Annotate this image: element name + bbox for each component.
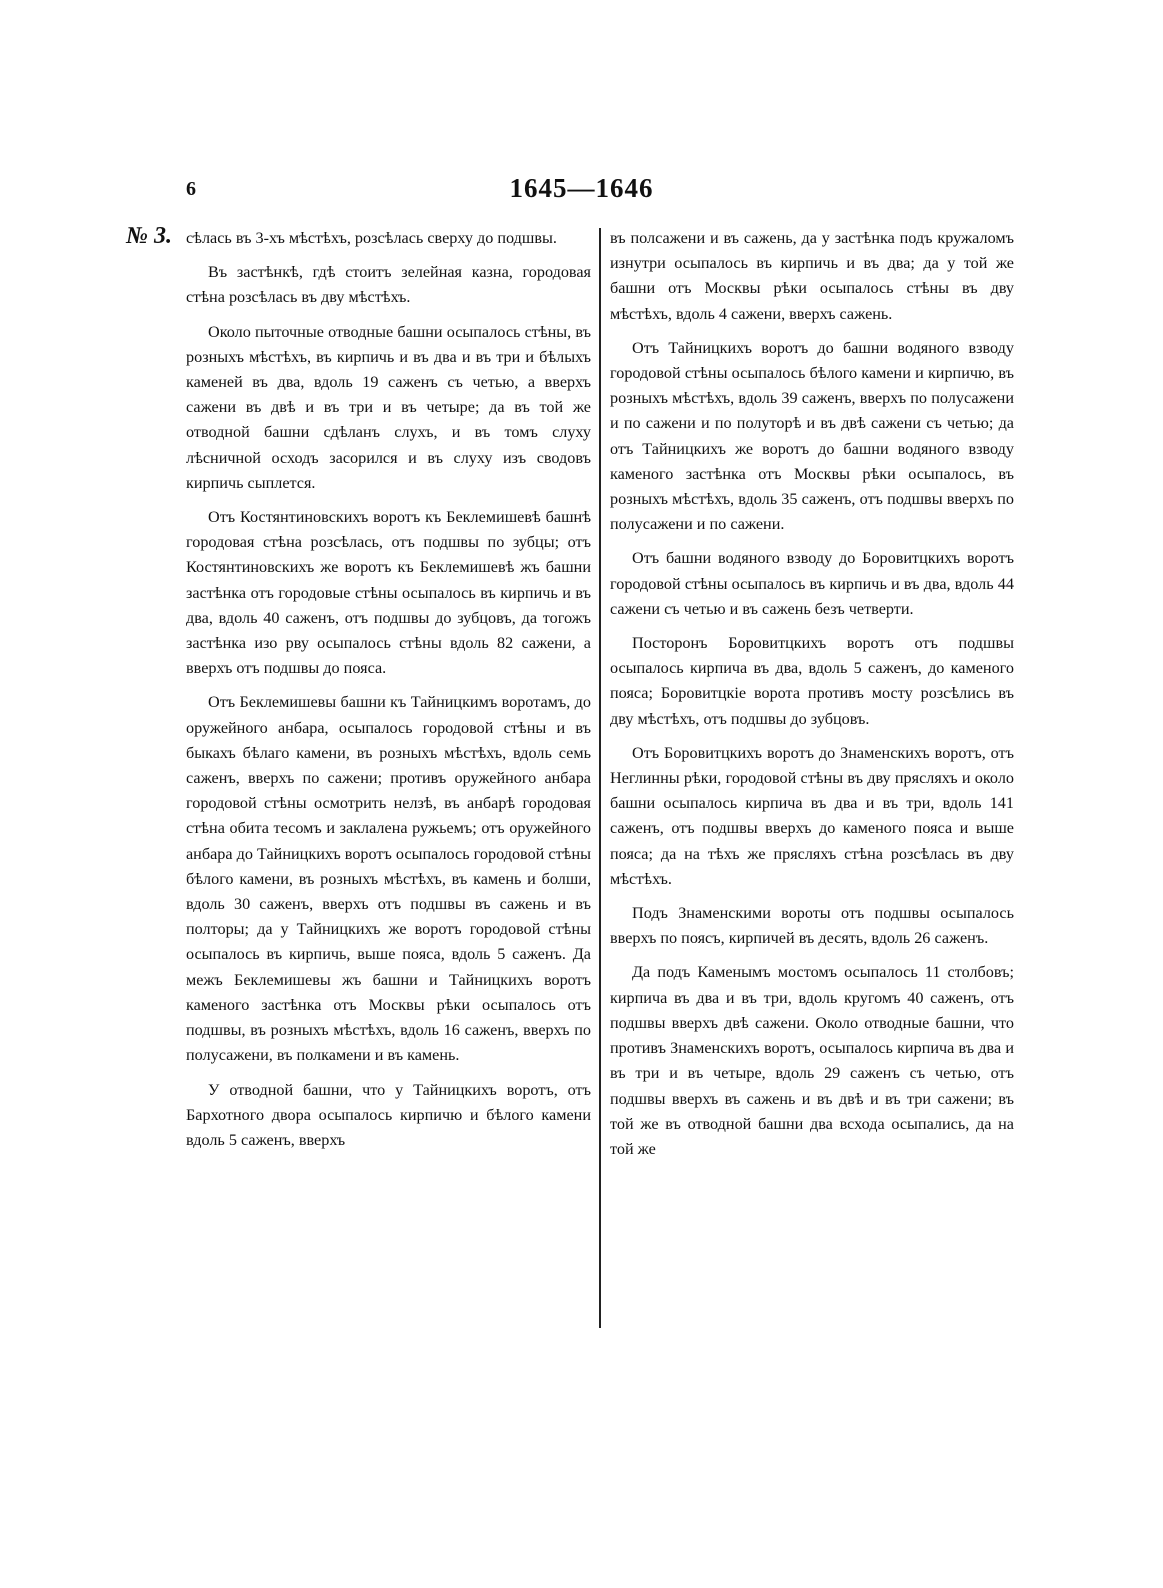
- right-paragraph-1: въ полсажени и въ сажень, да у застѣнка подъ кружаломъ изнутри осыпалось въ кирпичь и въ два; да у той же башни отъ Москвы рѣки осыпалось стѣны въ дву мѣстѣхъ, вдоль 4 сажени, вверхъ сажень.: [610, 229, 1014, 323]
- left-column: [186, 226, 591, 1162]
- left-paragraph-4: Отъ Костянтиновскихъ воротъ къ Беклемишевѣ башнѣ городовая стѣна розсѣлась, отъ подшвы по зубцы; отъ Костянтиновскихъ же воротъ къ Беклемишевѣ жъ башни застѣнка отъ городовые стѣны осыпалось въ кирпичь и въ два, вдоль 40 саженъ, отъ подшвы до зубцовъ, да тогожъ застѣнка изо рву осыпалось стѣны вдоль 82 сажени, а вверхъ отъ подшвы до пояса.: [186, 508, 591, 678]
- right-column: [610, 226, 1014, 1171]
- right-paragraph-5: Отъ Боровитцкихъ воротъ до Знаменскихъ воротъ, отъ Неглинны рѣки, городовой стѣны въ дву прясляхъ и около башни осыпалось кирпича въ два и въ три, вдоль 141 саженъ, отъ подшвы вверхъ до каменого пояса и выше пояса; да на тѣхъ же прясляхъ стѣна розсѣлась въ дву мѣстѣхъ.: [610, 743, 1014, 888]
- column-divider: [599, 228, 601, 1328]
- right-paragraph-2: Отъ Тайницкихъ воротъ до башни водяного взводу городовой стѣны осыпалось бѣлого камени и кирпичю, въ розныхъ мѣстѣхъ, вдоль 39 саженъ, вверхъ по полусажени и по сажени и по полуторѣ и въ двѣ сажени съ четью; да отъ Тайницкихъ же воротъ до башни водяного взводу каменого застѣнка отъ Москвы рѣки осыпалось, въ розныхъ мѣстѣхъ, вдоль 35 саженъ, отъ подшвы вверхъ по полусажени и по сажени.: [610, 338, 1014, 534]
- right-paragraph-3: Отъ башни водяного взводу до Боровитцкихъ воротъ городовой стѣны осыпалось въ кирпичь и въ два, вдоль 44 сажени съ четью и въ сажень безъ четверти.: [610, 549, 1014, 618]
- left-paragraph-1: сѣлась въ 3-хъ мѣстѣхъ, розсѣлась сверху до подшвы.: [186, 229, 557, 247]
- right-paragraph-4: Посторонъ Боровитцкихъ воротъ отъ подшвы осыпалось кирпича въ два, вдоль 5 саженъ, до каменого пояса; Боровитцкіе ворота противъ мосту розсѣлись въ дву мѣстѣхъ, отъ подшвы до зубцовъ.: [610, 634, 1014, 728]
- right-paragraph-6: Подъ Знаменскими вороты отъ подшвы осыпалось вверхъ по поясъ, кирпичей въ десять, вдоль 26 саженъ.: [610, 904, 1014, 948]
- page-number: 6: [186, 178, 196, 200]
- left-paragraph-6: У отводной башни, что у Тайницкихъ воротъ, отъ Бархотного двора осыпалось кирпичю и бѣлого камени вдоль 5 саженъ, вверхъ: [186, 1080, 591, 1149]
- left-paragraph-2: Въ застѣнкѣ, гдѣ стоитъ зелейная казна, городовая стѣна розсѣлась въ дву мѣстѣхъ.: [186, 263, 591, 307]
- document-number: № 3.: [126, 223, 172, 249]
- left-paragraph-5: Отъ Беклемишевы башни къ Тайницкимъ воротамъ, до оружейного анбара, осыпалось городовой стѣны и въ быкахъ бѣлаго камени, въ розныхъ мѣстѣхъ, вдоль семь саженъ, вверхъ по сажени; противъ оружейного анбара городовой стѣны осмотрить нелзѣ, въ анбарѣ городовая стѣна обита тесомъ и заклалена ружьемъ; отъ оружейного анбара до Тайницкихъ воротъ осыпалось городовой стѣны бѣлого камени, въ розныхъ мѣстѣхъ, въ камень и болши, вдоль 30 саженъ, вверхъ отъ подшвы въ сажень и въ полторы; да у Тайницкихъ же воротъ городовой стѣны осыпалось въ кирпичь, выше пояса, вдоль 5 саженъ. Да межъ Беклемишевы жъ башни и Тайницкихъ воротъ каменого застѣнка отъ Москвы рѣки осыпалось отъ подшвы, въ розныхъ мѣстѣхъ, вдоль 16 саженъ, вверхъ по полусажени, въ полкамени и въ камень.: [186, 693, 591, 1065]
- left-paragraph-3: Около пыточные отводные башни осыпалось стѣны, въ розныхъ мѣстѣхъ, въ кирпичь и въ два и въ три и бѣлыхъ каменей въ два, вдоль 19 саженъ съ четью, а вверхъ сажени въ двѣ и въ три и въ четыре; да въ той же отводной башни сдѣланъ слухъ, и въ томъ слуху лѣсничной осходъ засорился и въ слуху изъ сводовъ кирпичь сыплется.: [186, 322, 591, 492]
- right-paragraph-7: Да подъ Каменымъ мостомъ осыпалось 11 столбовъ; кирпича въ два и въ три, вдоль кругомъ 40 саженъ, отъ подшвы вверхъ двѣ сажени. Около отводные башни, что противъ Знаменскихъ воротъ, осыпалось кирпича въ два и въ три и въ четыре, вдоль 29 саженъ съ четью, отъ подшвы вверхъ въ сажень и въ двѣ и въ три сажени; въ той же въ отводной башни два всхода осыпались, да на той же: [610, 963, 1014, 1158]
- running-head-title: 1645—1646: [509, 173, 654, 203]
